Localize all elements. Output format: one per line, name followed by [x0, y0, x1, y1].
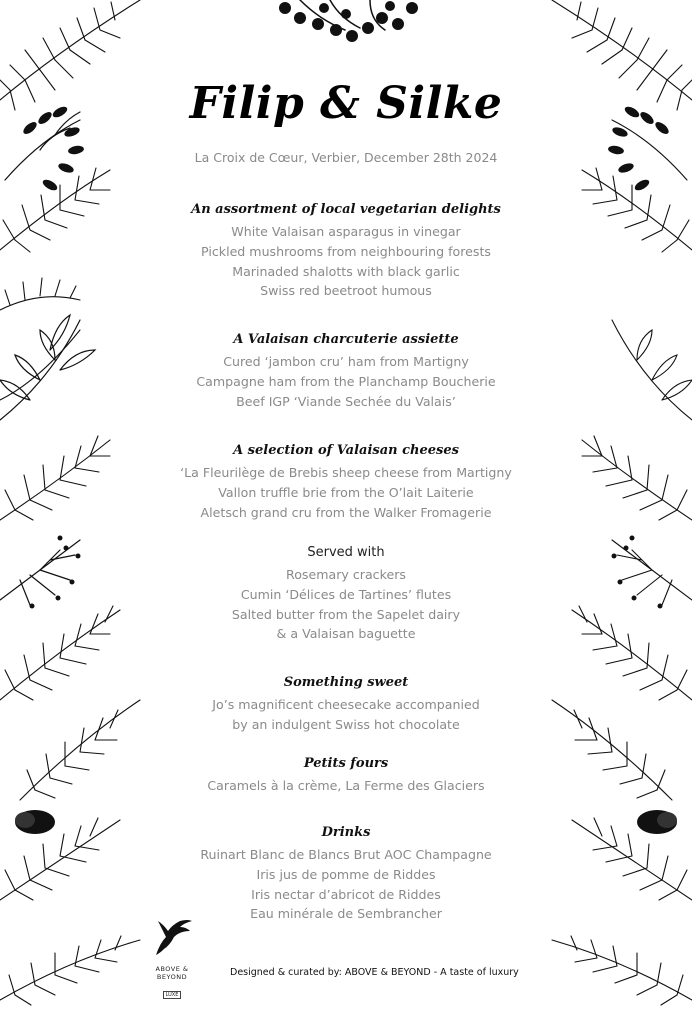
footer-credit: Designed & curated by: ABOVE & BEYOND - A taste of luxury [230, 967, 519, 978]
menu-item: Cumin ‘Délices de Tartines’ flutes [240, 586, 452, 602]
menu-item: Pickled mushrooms from neighbouring forests [201, 243, 491, 259]
menu-item: White Valaisan asparagus in vinegar [231, 224, 461, 239]
section-charcuterie [130, 332, 562, 411]
menu-item: Caramels à la crème, La Ferme des Glaciers [207, 778, 485, 793]
section-vegetarian [130, 202, 562, 301]
section-heading: Drinks [321, 825, 371, 840]
berry-cluster-icon [279, 0, 418, 42]
menu-item: Campagne ham from the Planchamp Boucherie [196, 373, 496, 389]
menu-item: & a Valaisan baguette [276, 626, 416, 642]
section-heading: A selection of Valaisan cheeses [233, 443, 459, 458]
menu-subtitle: La Croix de Cœur, Verbier, December 28th 2024 [194, 150, 498, 165]
section-heading: Something sweet [283, 675, 409, 690]
menu-item: Jo’s magnificent cheesecake accompanied [212, 697, 480, 712]
section-petits-fours [130, 756, 562, 796]
menu-item: Cured ‘jambon cru’ ham from Martigny [223, 354, 469, 369]
menu-item: by an indulgent Swiss hot chocolate [232, 716, 460, 732]
section-cheeses [130, 443, 562, 522]
section-heading: Served with [307, 545, 385, 560]
section-heading: An assortment of local vegetarian delights [191, 202, 501, 217]
menu-item: Beef IGP ‘Viande Sechée du Valais’ [236, 393, 456, 409]
menu-item: ‘La Fleurilège de Brebis sheep cheese from Martigny [180, 465, 512, 480]
brand-badge: LUXE [163, 991, 182, 999]
menu-item: Rosemary crackers [286, 567, 406, 582]
brand-name: ABOVE & BEYOND [155, 965, 189, 981]
brand-logo [140, 915, 204, 1000]
menu-item: Aletsch grand cru from the Walker Fromagerie [200, 504, 492, 520]
menu-item: Ruinart Blanc de Blancs Brut AOC Champagne [200, 847, 492, 862]
menu-title: Filip & Silke [189, 78, 503, 129]
menu-item: Marinaded shalotts with black garlic [232, 263, 460, 279]
menu-item: Iris nectar d’abricot de Riddes [251, 886, 441, 902]
menu-item: Swiss red beetroot humous [260, 283, 432, 299]
menu-item: Iris jus de pomme de Riddes [256, 866, 436, 882]
menu-item: Salted butter from the Sapelet dairy [231, 606, 461, 622]
menu-item: Eau minérale de Sembrancher [250, 906, 442, 922]
leaping-ibex-icon [150, 915, 194, 959]
section-served-with [130, 545, 562, 644]
menu-item: Vallon truffle brie from the O’lait Laiterie [218, 484, 474, 500]
section-heading: A Valaisan charcuterie assiette [233, 332, 459, 347]
section-sweet [130, 675, 562, 735]
section-heading: Petits fours [303, 756, 389, 771]
section-drinks [130, 825, 562, 924]
